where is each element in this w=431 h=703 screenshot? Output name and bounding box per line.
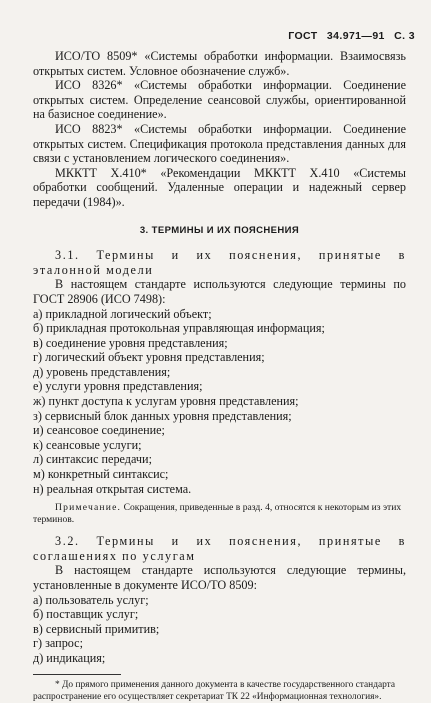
reference-item: ИСО 8326* «Системы обработки информации. Соединение открытых систем. Определение сеансовой службы, ориентированной на базисное соединение».	[33, 78, 406, 122]
term-item: з) сервисный блок данных уровня представления;	[33, 408, 292, 423]
term-item: г) запрос;	[33, 636, 83, 651]
term-item: е) услуги уровня представления;	[33, 379, 203, 394]
clause-3-1-intro: В настоящем стандарте используются следующие термины по ГОСТ 28906 (ИСО 7498):	[33, 277, 406, 306]
footnote: * До прямого применения данного документа в качестве государственного стандарта распространение его осуществляет секретариат ТК 22 «Информационная технология».	[33, 679, 396, 702]
header-page: С. 3	[394, 30, 415, 42]
term-item: д) индикация;	[33, 650, 106, 665]
term-item: а) пользователь услуг;	[33, 592, 149, 607]
term-item: м) конкретный синтаксис;	[33, 467, 169, 482]
term-item: л) синтаксис передачи;	[33, 452, 152, 467]
reference-item: МККТТ Х.410* «Рекомендации МККТТ Х.410 «Системы обработки сообщений. Удаленные операции и надежный сервер передачи (1984)».	[33, 165, 406, 209]
term-item: г) логический объект уровня представления;	[33, 350, 265, 365]
term-item: в) соединение уровня представления;	[33, 335, 228, 350]
references-list	[33, 49, 406, 210]
clause-3-2-intro: В настоящем стандарте используются следующие термины, установленные в документе ИСО/ТО 8509:	[33, 563, 406, 592]
header-number: 34.971—91	[326, 30, 385, 42]
reference-item: ИСО 8823* «Системы обработки информации. Соединение открытых систем. Спецификация протокола представления данных для связи с установлением логического соединения».	[33, 121, 406, 166]
reference-item: ИСО/ТО 8509* «Системы обработки информации. Взаимосвязь открытых систем. Условное обозначение служб».	[33, 49, 406, 78]
page-header	[282, 30, 415, 42]
term-item: в) сервисный примитив;	[33, 621, 160, 636]
clause-3-2-terms	[33, 593, 406, 666]
term-item: а) прикладной логический объект;	[33, 306, 212, 321]
section-title: 3. ТЕРМИНЫ И ИХ ПОЯСНЕНИЯ	[139, 224, 300, 236]
footnote-divider	[33, 674, 121, 675]
term-item: д) уровень представления;	[33, 364, 171, 379]
clause-3-1-terms	[33, 307, 406, 497]
note-text: Сокращения, приведенные в разд. 4, относятся к некоторым из этих терминов.	[33, 502, 402, 526]
page-content	[33, 49, 406, 703]
term-item: к) сеансовые услуги;	[33, 437, 142, 452]
term-item: б) поставщик услуг;	[33, 607, 139, 622]
term-item: б) прикладная протокольная управляющая информация;	[33, 321, 325, 336]
clause-3-2-heading: 3.2. Термины и их пояснения, принятые в соглашениях по услугам	[33, 534, 406, 563]
term-item: н) реальная открытая система.	[33, 481, 192, 496]
clause-3-1-heading: 3.1. Термины и их пояснения, принятые в эталонной модели	[33, 248, 406, 277]
header-standard: ГОСТ	[288, 30, 318, 42]
term-item: ж) пункт доступа к услугам уровня представления;	[33, 394, 299, 409]
note	[33, 502, 406, 526]
note-label: Примечание.	[55, 502, 122, 514]
term-item: и) сеансовое соединение;	[33, 423, 165, 438]
